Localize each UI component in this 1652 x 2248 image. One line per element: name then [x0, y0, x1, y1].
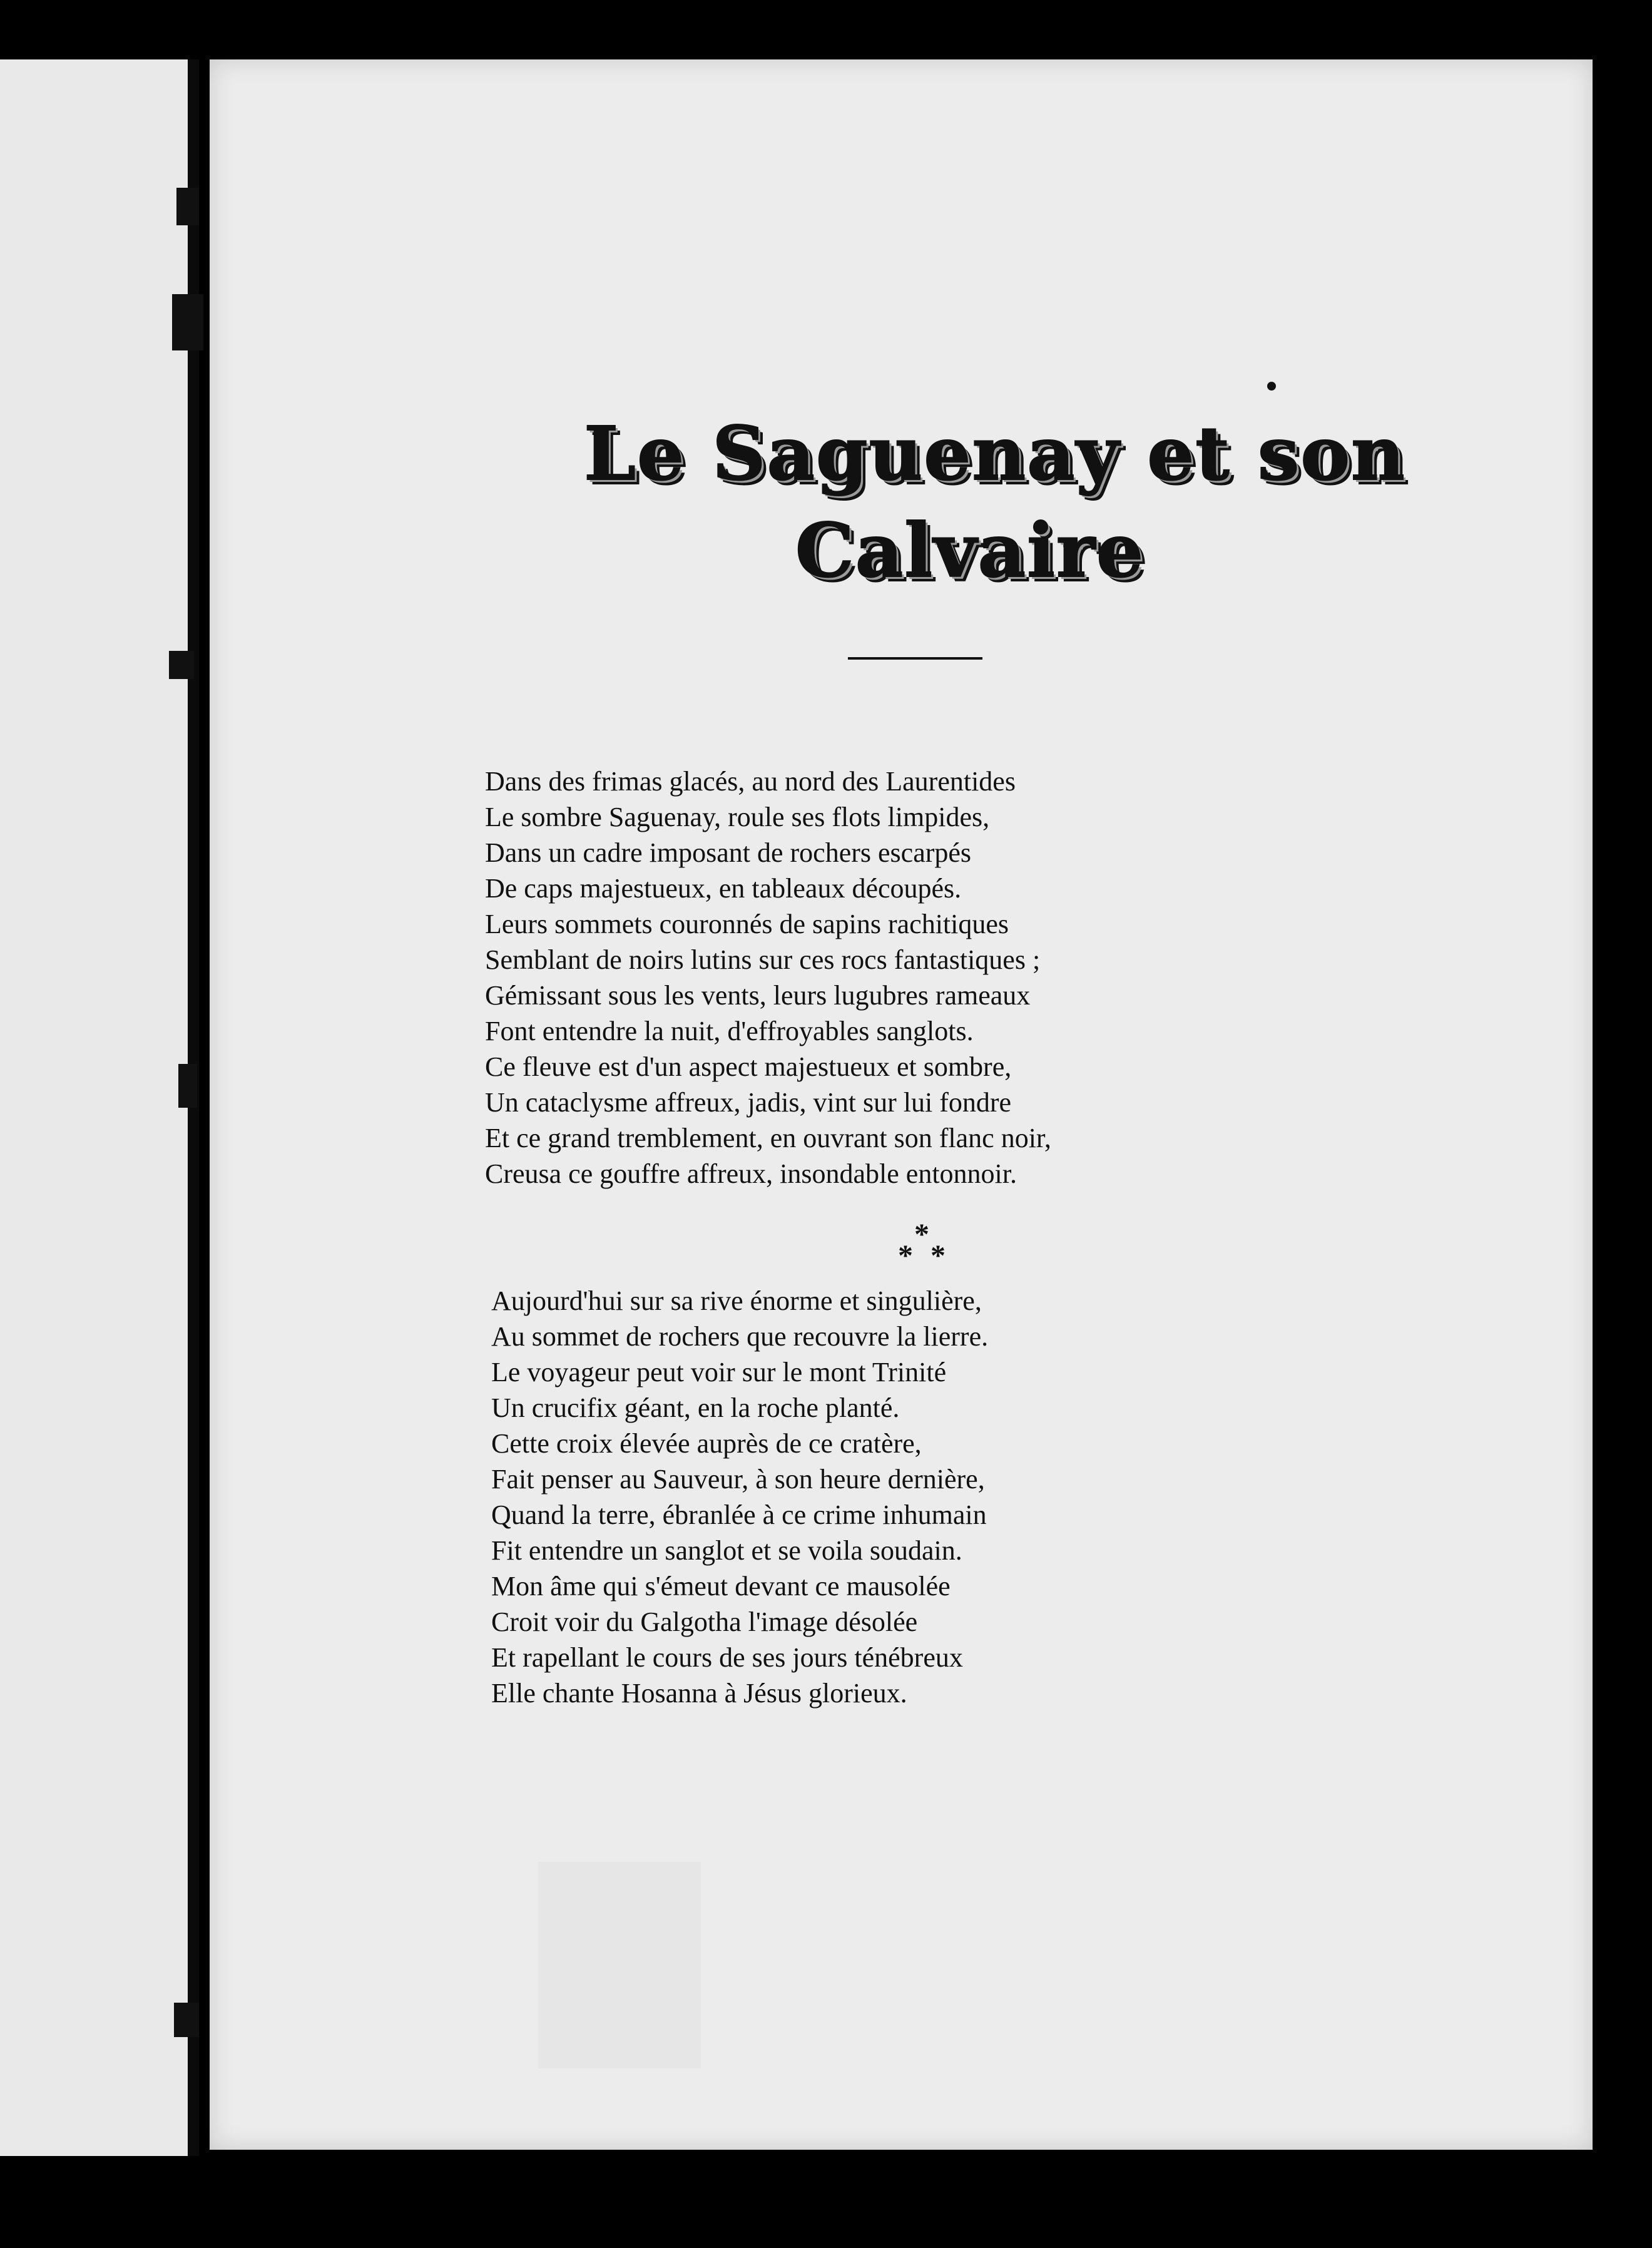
- poem-line: Font entendre la nuit, d'effroyables sanglots.: [485, 1016, 974, 1046]
- binding-tear: [174, 2003, 199, 2037]
- poem-line: Un crucifix géant, en la roche planté.: [491, 1392, 900, 1423]
- poem-line: Au sommet de rochers que recouvre la lierre.: [491, 1321, 989, 1352]
- title-divider: [848, 657, 982, 660]
- poem-line: Et ce grand tremblement, en ouvrant son flanc noir,: [485, 1123, 1051, 1153]
- poem-line: Le sombre Saguenay, roule ses flots limpides,: [485, 802, 990, 832]
- page-title: Le Saguenay et son: [584, 410, 1406, 497]
- asterisk: *: [914, 1218, 929, 1251]
- poem-line: Elle chante Hosanna à Jésus glorieux.: [491, 1678, 907, 1709]
- binding-tear: [176, 188, 199, 225]
- binding-tear: [169, 651, 194, 679]
- page-title-continued: Calvaire: [795, 507, 1145, 594]
- poem-line: Semblant de noirs lutins sur ces rocs fantastiques ;: [485, 944, 1041, 975]
- poem-line: Dans des frimas glacés, au nord des Laurentides: [485, 766, 1016, 797]
- poem-stanza-2: [491, 1283, 988, 1711]
- poem-stanza-1: [485, 764, 1051, 1192]
- poem-line: Quand la terre, ébranlée à ce crime inhumain: [491, 1500, 987, 1530]
- poem-line: Leurs sommets couronnés de sapins rachitiques: [485, 909, 1009, 939]
- poem-line: Ce fleuve est d'un aspect majestueux et sombre,: [485, 1051, 1012, 1082]
- binding-tear: [178, 1064, 197, 1108]
- poem-line: Gémissant sous les vents, leurs lugubres rameaux: [485, 980, 1031, 1011]
- poem-line: Dans un cadre imposant de rochers escarpés: [485, 837, 972, 868]
- poem-line: Croit voir du Galgotha l'image désolée: [491, 1607, 918, 1637]
- asterisk: *: [931, 1239, 946, 1272]
- poem-line: Fait penser au Sauveur, à son heure dernière,: [491, 1464, 985, 1494]
- poem-line: Et rapellant le cours de ses jours ténébreux: [491, 1642, 963, 1673]
- document-page: [210, 59, 1593, 2150]
- previous-page-edge: [0, 59, 188, 2156]
- stanza-separator-asterism: [898, 1217, 948, 1274]
- asterisk: *: [898, 1239, 913, 1272]
- poem-line: Aujourd'hui sur sa rive énorme et singulière,: [491, 1285, 982, 1316]
- poem-line: Un cataclysme affreux, jadis, vint sur lui fondre: [485, 1087, 1012, 1118]
- poem-line: Mon âme qui s'émeut devant ce mausolée: [491, 1571, 951, 1602]
- poem-line: Cette croix élevée auprès de ce cratère,: [491, 1428, 922, 1459]
- poem-line: Fit entendre un sanglot et se voila soudain.: [491, 1535, 962, 1566]
- poem-line: Le voyageur peut voir sur le mont Trinité: [491, 1357, 947, 1387]
- ink-speck: [1267, 382, 1276, 391]
- faint-stamp-mark: [538, 1862, 701, 2068]
- poem-line: De caps majestueux, en tableaux découpés.: [485, 873, 962, 904]
- binding-tear: [172, 294, 203, 350]
- poem-line: Creusa ce gouffre affreux, insondable entonnoir.: [485, 1158, 1017, 1189]
